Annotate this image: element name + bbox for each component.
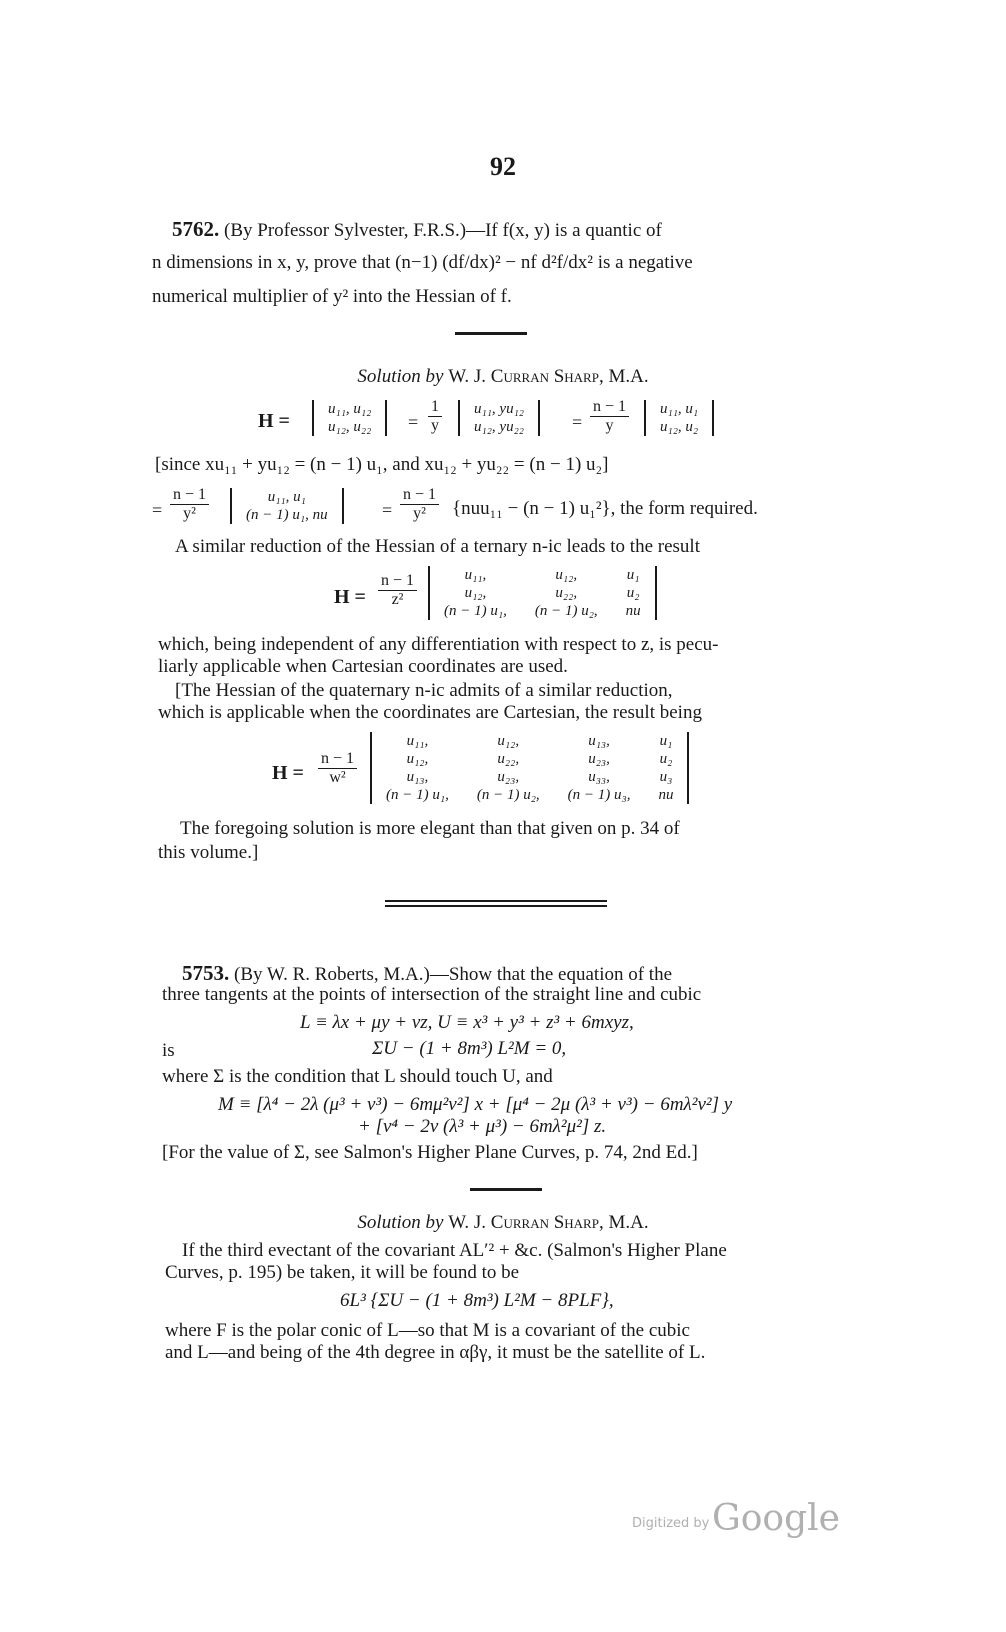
solution-heading-lead: Solution by: [357, 1212, 444, 1233]
m-cell: u₁₁, u₁: [267, 489, 306, 505]
m-cell: u₁₂, u₂₂: [328, 419, 372, 435]
m-cell: u₁₃,: [406, 769, 429, 785]
eq3-matrix: [428, 566, 657, 620]
m-cell: u₁₂, u₂: [660, 419, 699, 435]
m-cell: u₁₁,: [464, 567, 487, 583]
solution-author: W. J. Curran Sharp, M.A.: [448, 1212, 649, 1233]
equation-M-2: + [ν⁴ − 2ν (λ³ + μ³) − 6mλ²μ²] z.: [358, 1116, 607, 1137]
m-cell: u₁₁, yu₁₂: [474, 401, 525, 417]
eq3-H: H =: [334, 586, 366, 608]
eq1-matrix-1: [312, 400, 387, 436]
salmon-reference: [For the value of Σ, see Salmon's Higher Plane Curves, p. 74, 2nd Ed.]: [162, 1142, 698, 1163]
equals-sign: =: [152, 500, 163, 520]
digitized-by-label: Digitized by: [632, 1516, 710, 1531]
equals-sign: =: [382, 500, 393, 520]
frac-num: n − 1: [378, 572, 417, 591]
which-line-1: which, being independent of any differentiation with respect to z, is pecu-: [158, 634, 719, 655]
frac-den: y²: [413, 505, 426, 522]
eq4-fraction: [318, 750, 357, 787]
question-5753-line-1: [182, 962, 672, 986]
eq1-H: H =: [258, 410, 290, 432]
frac-den: y: [605, 417, 614, 434]
m-cell: (n − 1) u₂,: [534, 603, 598, 619]
m-cell: nu: [658, 787, 674, 803]
eq4-H: H =: [272, 762, 304, 784]
m-cell: u₂₂,: [555, 585, 578, 601]
frac-den: w²: [329, 769, 346, 786]
m-cell: u₂₃,: [497, 769, 520, 785]
solution-2-line-2: Curves, p. 195) be taken, it will be found to be: [165, 1262, 520, 1283]
equation-L-U: L ≡ λx + μy + νz, U ≡ x³ + y³ + z³ + 6mxyz,: [300, 1012, 634, 1033]
short-rule: [470, 1188, 542, 1191]
solution-2-line-1: If the third evectant of the covariant AL′² + &c. (Salmon's Higher Plane: [182, 1240, 727, 1261]
eq1-fraction-1: [428, 398, 442, 435]
solution-2-equation: 6L³ {ΣU − (1 + 8m³) L²M − 8PLF},: [340, 1290, 614, 1311]
page-number: 92: [490, 152, 516, 181]
m-cell: u₁₂,: [497, 733, 520, 749]
short-rule: [455, 332, 527, 335]
eq2-fraction-2: [400, 486, 439, 523]
m-cell: u₃: [659, 769, 673, 785]
m-cell: u₂₂,: [497, 751, 520, 767]
m-cell: u₁₁,: [406, 733, 429, 749]
solution-2-line-4: and L—and being of the 4th degree in αβγ, it must be the satellite of L.: [165, 1342, 706, 1363]
frac-den: y: [431, 417, 439, 434]
question-5753-line-2: three tangents at the points of intersection of the straight line and cubic: [162, 984, 702, 1005]
m-cell: u₁₂,: [555, 567, 578, 583]
eq1-matrix-2: [458, 400, 540, 436]
m-cell: (n − 1) u₃,: [567, 787, 631, 803]
quaternary-line-1: [The Hessian of the quaternary n-ic admits of a similar reduction,: [175, 680, 673, 701]
double-rule-bottom: [385, 905, 607, 907]
m-cell: u₁: [659, 733, 673, 749]
foregoing-line-2: this volume.]: [158, 842, 259, 863]
frac-num: n − 1: [590, 398, 629, 417]
quaternary-line-2: which is applicable when the coordinates are Cartesian, the result being: [158, 702, 702, 723]
m-cell: u₂: [626, 585, 640, 601]
question-number: 5762.: [172, 217, 220, 241]
eq2-matrix: [230, 488, 344, 524]
which-line-2: liarly applicable when Cartesian coordinates are used.: [158, 656, 568, 677]
solution-heading: [0, 366, 1006, 388]
solution-2-line-3: where F is the polar conic of L—so that M is a covariant of the cubic: [165, 1320, 690, 1341]
eq4-matrix: [370, 732, 689, 804]
eq3-fraction: [378, 572, 417, 609]
m-cell: (n − 1) u₂,: [476, 787, 540, 803]
frac-num: n − 1: [318, 750, 357, 769]
m-cell: u₁₁, u₁₂: [328, 401, 372, 417]
m-cell: u₁₂, yu₂₂: [474, 419, 525, 435]
frac-num: n − 1: [400, 486, 439, 505]
m-cell: (n − 1) u₁, nu: [246, 507, 328, 523]
m-cell: u₁₃,: [588, 733, 610, 749]
m-cell: u₂₃,: [588, 751, 610, 767]
since-line: [since xu₁₁ + yu₁₂ = (n − 1) u₁, and xu₁₂ + yu₂₂ = (n − 1) u₂]: [155, 454, 609, 475]
m-cell: nu: [625, 603, 641, 619]
solution-heading-lead: Solution by: [357, 366, 444, 387]
question-5762-line-1: [172, 218, 662, 242]
m-cell: u₁₂,: [464, 585, 487, 601]
question-text: (By W. R. Roberts, M.A.)—Show that the equation of the: [234, 964, 673, 985]
ternary-line: A similar reduction of the Hessian of a ternary n-ic leads to the result: [175, 536, 700, 557]
foregoing-line-1: The foregoing solution is more elegant than that given on p. 34 of: [180, 818, 680, 839]
eq2-tail: {nuu₁₁ − (n − 1) u₁²}, the form required.: [452, 498, 758, 519]
m-cell: u₃₃,: [588, 769, 610, 785]
equation-M-1: M ≡ [λ⁴ − 2λ (μ³ + ν³) − 6mμ²ν²] x + [μ⁴ − 2μ (λ³ + ν³) − 6mλ²ν²] y: [218, 1094, 733, 1115]
solution-author: W. J. Curran Sharp, M.A.: [448, 366, 649, 387]
is-word: is: [162, 1040, 175, 1061]
google-logo: Google: [712, 1498, 840, 1539]
equals-sign: =: [408, 412, 419, 432]
question-number: 5753.: [182, 961, 230, 985]
equation-sigma: ΣU − (1 + 8m³) L²M = 0,: [372, 1038, 567, 1059]
eq2-fraction-1: [170, 486, 209, 523]
m-cell: u₁: [626, 567, 640, 583]
where-line: where Σ is the condition that L should touch U, and: [162, 1066, 553, 1087]
frac-den: z²: [391, 591, 404, 608]
equals-sign: =: [572, 412, 583, 432]
eq1-matrix-3: [644, 400, 714, 436]
m-cell: u₁₂,: [406, 751, 429, 767]
m-cell: u₁₁, u₁: [660, 401, 699, 417]
eq1-fraction-2: [590, 398, 629, 435]
solution-heading: [0, 1212, 1006, 1234]
question-text: (By Professor Sylvester, F.R.S.)—If f(x, y) is a quantic of: [224, 220, 662, 241]
m-cell: (n − 1) u₁,: [444, 603, 507, 619]
question-5762-line-2: n dimensions in x, y, prove that (n−1) (df/dx)² − nf d²f/dx² is a negative: [152, 252, 693, 273]
frac-den: y²: [183, 505, 196, 522]
m-cell: (n − 1) u₁,: [386, 787, 449, 803]
m-cell: u₂: [659, 751, 673, 767]
double-rule-top: [385, 900, 607, 902]
frac-num: n − 1: [170, 486, 209, 505]
frac-num: 1: [428, 398, 442, 417]
question-5762-line-3: numerical multiplier of y² into the Hessian of f.: [152, 286, 512, 307]
